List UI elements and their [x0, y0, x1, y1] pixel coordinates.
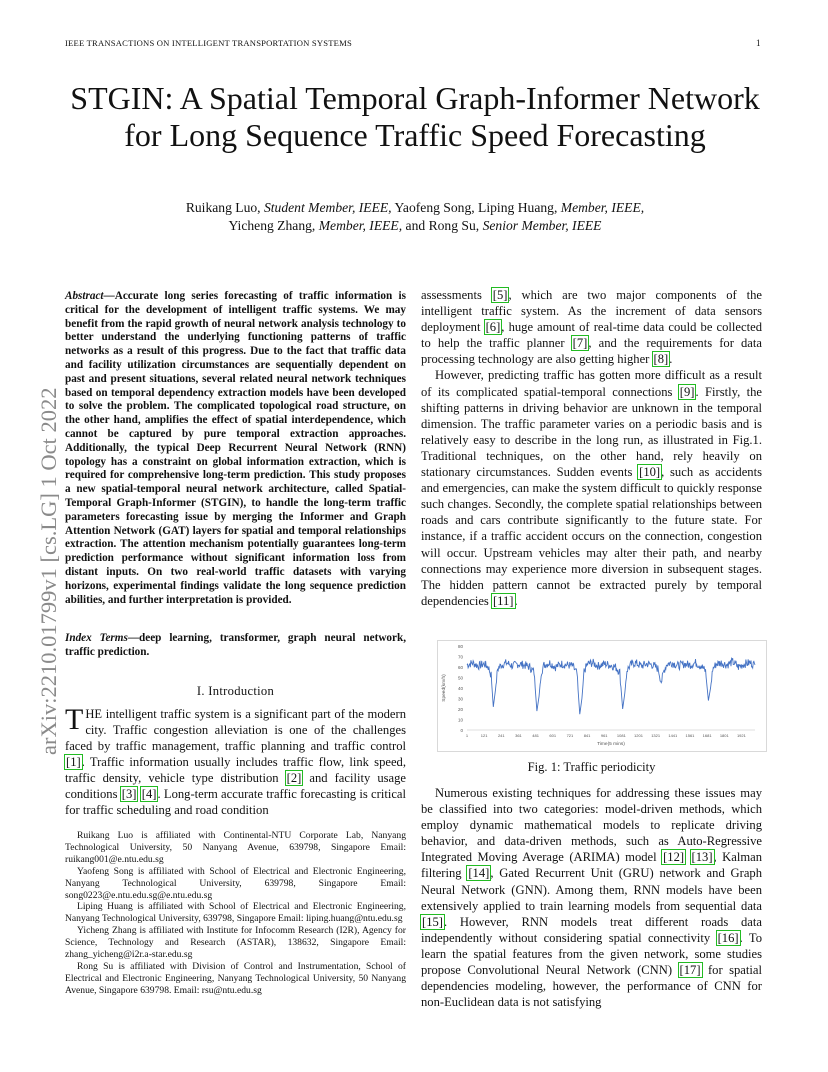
x-tick-label: 601	[549, 733, 557, 738]
paragraph	[421, 367, 762, 608]
author-role: Senior Member, IEEE	[482, 218, 602, 233]
citation-link[interactable]: [14]	[468, 866, 490, 881]
x-tick-label: 1921	[736, 733, 746, 738]
arxiv-identifier: arXiv:2210.01799v1 [cs.LG] 1 Oct 2022	[36, 387, 61, 755]
body-text: . Long-term accurate traffic forecasting is critical for traffic scheduling and road condition	[65, 787, 407, 817]
y-tick-label: 50	[457, 675, 463, 681]
body-text: , such as accidents and emergencies, can make the system difficult to quickly response such changes. Secondly, the complete spatial relationships between roads and cars contribute significantly to the future state. For instance, if a traffic accident occurs on the connection, congestion will occur. Upstream vehicles may alter their path, and nearby connections may experience more diversion in subsequent stages. The hidden pattern cannot be extracted purely by temporal dependencies	[421, 465, 762, 608]
body-text: , huge amount of real-time data could be collected to help the traffic planner	[421, 320, 762, 351]
author-role: Member, IEEE,	[560, 200, 645, 215]
body-text: Numerous existing techniques for addressing these issues may be classified into two categories: model-driven methods, which employ dynamic mathematical models to replicate driving behavior, and data-driven methods, such as Auto-Regressive Integrated Moving Average (ARIMA) model	[421, 786, 762, 865]
paragraph	[421, 287, 762, 367]
right-column-text-lower	[421, 785, 762, 1010]
x-axis-label: Time(5 mins)	[597, 742, 625, 747]
author-role: Student Member, IEEE,	[263, 200, 392, 215]
y-tick-label: 20	[457, 707, 463, 712]
figure-caption: Fig. 1: Traffic periodicity	[527, 760, 656, 774]
footnote: Liping Huang is affiliated with School of Electrical and Electronic Engineering, Nanyang Technological University, 639798, Singapore Email: liping.huang@ntu.edu.sg	[65, 901, 406, 925]
citation-link[interactable]: [15]	[422, 914, 443, 929]
x-tick-label: 1	[465, 733, 469, 738]
x-tick-label: 1441	[668, 733, 678, 738]
citation-link[interactable]: [10]	[639, 465, 661, 480]
page-number: 1	[756, 38, 761, 48]
body-text: .	[514, 593, 518, 608]
paragraph	[421, 785, 762, 1010]
body-text: . Traffic information usually includes traffic flow, link speed, traffic density, vehicle type distribution	[65, 755, 406, 785]
body-text: , which are two major components of the intelligent traffic system. As the increment of data sensors deployment	[421, 288, 763, 335]
x-tick-label: 841	[583, 733, 591, 738]
footnote: Ruikang Luo is affiliated with Continental-NTU Corporate Lab, Nanyang Technological University, 50 Nanyang Avenue, 639798, Singapore Email: ruikang001@e.ntu.edu.sg	[65, 830, 406, 865]
citation-link[interactable]: [17]	[679, 963, 701, 978]
y-axis-label: Speed(km/h)	[442, 674, 447, 702]
citation-link[interactable]: [16]	[717, 930, 739, 945]
x-tick-label: 1681	[702, 733, 712, 738]
author-name: Ruikang Luo,	[185, 200, 264, 215]
x-tick-label: 1561	[685, 733, 695, 738]
body-text: However, predicting traffic has gotten more difficult as a result of its complicated spatial-temporal connections	[421, 368, 762, 399]
body-text: and facility usage conditions	[65, 771, 406, 801]
body-text: . However, RNN models treat different roads data independently without considering spatial connectivity	[421, 914, 762, 945]
citation-link[interactable]: [1]	[66, 755, 81, 769]
speed-line-chart	[437, 640, 767, 752]
body-text: for spatial dependencies modeling, however, the performance of CNN for non-Euclidean data is not satisfying	[421, 963, 762, 1010]
footnote: Rong Su is affiliated with Division of Control and Instrumentation, School of Electrical and Electronic Engineering, Nanyang Technological University, 50 Nanyang Avenue, Singapore 639798. Email: rsu@ntu.edu.sg	[65, 960, 406, 996]
x-tick-label: 1801	[719, 733, 729, 738]
abstract	[65, 290, 406, 607]
affiliation-footnotes	[65, 830, 406, 997]
traffic-periodicity-figure	[437, 640, 767, 752]
x-tick-label: 1201	[634, 733, 643, 738]
y-tick-label: 40	[457, 686, 463, 691]
index-terms-text: —deep learning, transformer, graph neural network, traffic prediction.	[65, 632, 406, 658]
index-terms-lead: Index Terms	[65, 632, 128, 644]
x-tick-label: 241	[497, 733, 505, 738]
author-name: Yaofeng Song, Liping Huang,	[391, 200, 561, 215]
arxiv-stamp	[4, 295, 61, 755]
x-tick-label: 721	[566, 733, 574, 738]
body-text: . Firstly, the shifting patterns in driving behavior are unknown in the temporal dimension. The traffic parameter varies on a periodic basis and is relatively easy to describe in the long run, as illustrated in Fig.1. Traditional techniques, on the other hand, rely heavily on stationary circumstances. Sudden events	[421, 384, 762, 480]
citation-link[interactable]: [12]	[663, 850, 685, 865]
y-tick-label: 0	[460, 728, 463, 733]
body-text: HE intelligent traffic system is a significant part of the modern city. Traffic congestion alleviation is one of the challenges faced by traffic management, traffic planning and traffic control	[65, 707, 406, 753]
body-text	[685, 850, 690, 864]
body-text: . To learn the spatial features from the given network, some studies propose Convolutional Neural Network (CNN)	[421, 930, 763, 978]
citation-link[interactable]: [8]	[653, 352, 669, 367]
y-tick-label: 70	[457, 654, 463, 660]
y-tick-label: 80	[457, 644, 463, 649]
citation-link[interactable]: [13]	[691, 850, 713, 865]
citation-link[interactable]: [2]	[286, 771, 302, 785]
x-tick-label: 1321	[651, 733, 661, 738]
author-name: and Rong Su,	[402, 218, 483, 233]
author-name: Yicheng Zhang,	[228, 218, 319, 233]
footnote: Yicheng Zhang is affiliated with Institute for Infocomm Research (I2R), Agency for Science, Technology and Research (ASTAR), 138632, Singapore Email: zhang_yicheng@i2r.a-star.edu.sg	[65, 925, 406, 961]
x-tick-label: 121	[480, 733, 488, 738]
body-text: .	[669, 352, 673, 367]
y-tick-label: 30	[457, 696, 463, 702]
index-terms	[65, 632, 406, 660]
body-text: , Kalman filtering	[421, 850, 763, 881]
citation-link[interactable]: [11]	[492, 593, 514, 608]
y-tick-label: 10	[457, 717, 463, 723]
abstract-text: —Accurate long series forecasting of traffic information is critical for the development of intelligent traffic systems. We may benefit from the rapid growth of neural network analysis technology to better understand the underlying functioning patterns of traffic networks as a result of this progress. Due to the fact that traffic data and facility utilization circumstances are sequentially dependent on past and present situations, several related neural network techniques based on temporal dependency extraction models have been developed to solve the problem. The complicated topological road structure, on the other hand, amplifies the effect of spatial interdependence, which cannot be captured by pure temporal extraction approaches. Additionally, the typical Deep Recurrent Neural Network (RNN) topology has a constraint on global information extraction, which is required for comprehensive long-term prediction. This study proposes a new spatial-temporal neural network architecture, called Spatial-Temporal Graph-Informer (STGIN), to handle the long-term traffic parameters forecasting issue by merging the Informer and Graph Attention Network (GAT) layers for spatial and temporal relationships extraction. The attention mechanism potentially guarantees long-term prediction performance without significant information loss from distant inputs. On two real-world traffic datasets with varying horizons, experimental findings validate the long sequence prediction abilities, and further interpretation is provided.	[65, 290, 406, 606]
x-tick-label: 361	[515, 733, 522, 738]
citation-link[interactable]: [9]	[679, 384, 695, 399]
author-role: Member, IEEE,	[318, 218, 403, 233]
introduction-paragraph	[65, 703, 407, 818]
drop-cap: T	[65, 703, 84, 736]
paper-title: STGIN: A Spatial Temporal Graph-Informer Network for Long Sequence Traffic Speed Forecasting	[70, 80, 760, 153]
section-heading: I. Introduction	[196, 684, 275, 698]
y-tick-label: 60	[457, 665, 463, 670]
x-tick-label: 1081	[616, 733, 626, 738]
body-text: , Gated Recurrent Unit (GRU) network and Graph Neural Network (GNN). Among them, RNN models have been extensively applied to train learning models from sequential data	[421, 866, 762, 913]
footnote: Yaofeng Song is affiliated with School of Electrical and Electronic Engineering, Nanyang Technological University, 639798, Singapore Email: song0223@e.ntu.edu.sg@e.ntu.edu.sg	[65, 865, 406, 901]
x-tick-label: 481	[532, 733, 539, 738]
citation-link[interactable]: [6]	[485, 320, 501, 335]
x-tick-label: 961	[600, 733, 608, 738]
abstract-lead: Abstract	[65, 290, 104, 302]
author-list	[60, 199, 770, 235]
citation-link[interactable]: [3]	[121, 787, 137, 801]
right-column-text	[421, 287, 762, 609]
citation-link[interactable]: [4]	[141, 787, 157, 801]
citation-link[interactable]: [7]	[572, 336, 588, 351]
body-text: , and the requirements for data processing technology are also getting higher	[421, 336, 762, 367]
journal-header: IEEE TRANSACTIONS ON INTELLIGENT TRANSPORTATION SYSTEMS	[65, 38, 352, 48]
citation-link[interactable]: [5]	[492, 288, 508, 302]
body-text: assessments	[421, 288, 492, 302]
